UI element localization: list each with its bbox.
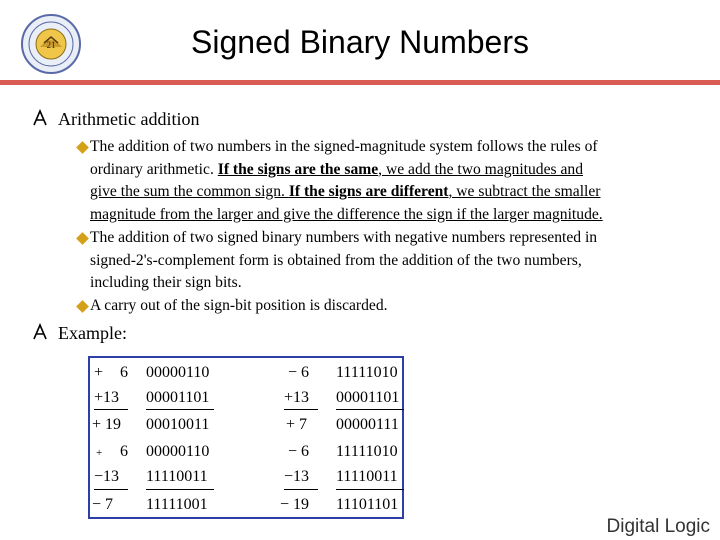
sum-line (284, 489, 318, 490)
sum-line (336, 489, 404, 490)
operand: +13 (284, 389, 310, 406)
example-table (88, 356, 404, 519)
slide-title: Signed Binary Numbers (191, 24, 529, 60)
bullet-text: Arithmetic addition (58, 109, 200, 129)
text-line: ordinary arithmetic. If the signs are the same, we add the two magnitudes and (90, 160, 583, 178)
binary-value: 00000111 (336, 416, 399, 433)
operand: −13 (94, 468, 120, 485)
binary-value: 11110011 (336, 468, 398, 485)
result: + 7 (286, 416, 308, 433)
operand: 6 (120, 443, 128, 460)
bullet-caret-icon (32, 109, 48, 127)
text-line: give the sum the common sign. If the signs are different, we subtract the smaller (90, 183, 601, 201)
binary-value: 11111010 (336, 364, 398, 381)
sum-line (336, 409, 404, 410)
result: − 19 (280, 496, 310, 513)
text-line: signed-2's-complement form is obtained from the addition of the two numbers, (90, 251, 582, 269)
text-line: The addition of two signed binary numbers with negative numbers represented in (90, 229, 598, 246)
title-divider (0, 80, 720, 85)
binary-value: 11101101 (336, 496, 399, 513)
svg-text:21: 21 (46, 40, 56, 50)
bullet-text: Example: (58, 323, 127, 343)
binary-value: 00010011 (146, 416, 210, 433)
binary-value: 00001101 (336, 389, 400, 406)
operand: − 6 (288, 443, 310, 460)
text-line: magnitude from the larger and give the difference the sign if the larger magnitude. (90, 205, 603, 223)
binary-value: 11111001 (146, 496, 208, 513)
binary-value: 11110011 (146, 468, 208, 485)
binary-value: 00000110 (146, 443, 210, 460)
operand: 6 (120, 364, 128, 381)
sum-line (284, 409, 318, 410)
sum-line (94, 489, 128, 490)
operator: + (96, 447, 103, 459)
binary-value: 00000110 (146, 364, 210, 381)
footer-course-name: Digital Logic (606, 516, 710, 537)
operand: −13 (284, 468, 310, 485)
binary-value: 11111010 (336, 443, 398, 460)
operator: + (94, 364, 104, 381)
diamond-bullet-icon (76, 300, 89, 313)
text-line: A carry out of the sign-bit position is discarded. (90, 297, 388, 314)
result: + 19 (92, 416, 122, 433)
sum-line (146, 409, 214, 410)
operand: − 6 (288, 364, 310, 381)
text-line: including their sign bits. (90, 274, 242, 292)
sum-line (94, 409, 128, 410)
diamond-bullet-icon (76, 141, 89, 154)
binary-value: 00001101 (146, 389, 210, 406)
result: − 7 (92, 496, 114, 513)
sum-line (146, 489, 214, 490)
text-line: The addition of two numbers in the signed-magnitude system follows the rules of (90, 138, 598, 155)
emphasis-different-signs: If the signs are different (288, 183, 449, 201)
operand: +13 (94, 389, 120, 406)
emphasis-same-signs: If the signs are the same (217, 160, 379, 178)
bullet-caret-icon (32, 323, 48, 341)
diamond-bullet-icon (76, 232, 89, 245)
